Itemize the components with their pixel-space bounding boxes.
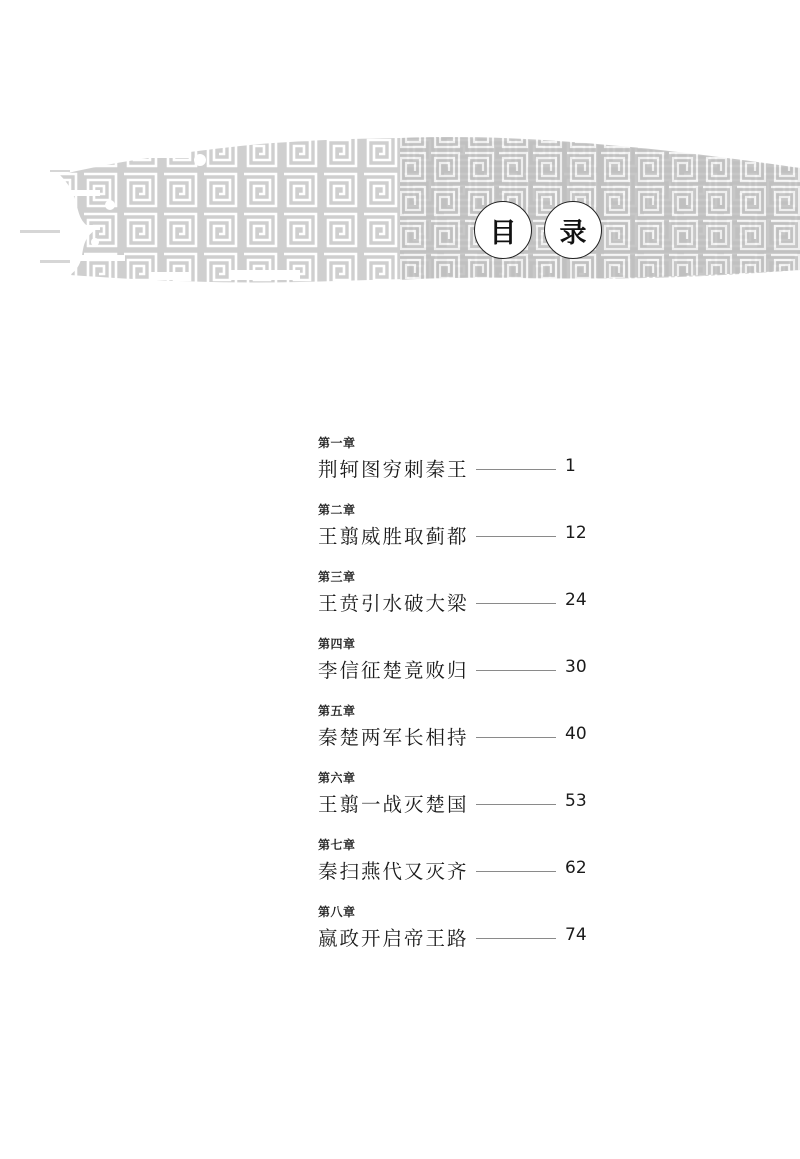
- chapter-label: 第四章: [318, 637, 356, 651]
- chapter-title[interactable]: 荆轲图穷刺秦王: [318, 458, 469, 481]
- chapter-title[interactable]: 王贲引水破大梁: [318, 592, 469, 615]
- chapter-title[interactable]: 王翦一战灭楚国: [318, 793, 469, 816]
- page-number: 74: [565, 925, 587, 945]
- toc-entry-6[interactable]: [318, 769, 608, 836]
- toc-entry-1[interactable]: [318, 434, 608, 501]
- toc-entry-4[interactable]: [318, 635, 608, 702]
- leader-line: [476, 670, 556, 671]
- bronze-pattern-banner: [0, 130, 800, 290]
- toc-entry-3[interactable]: [318, 568, 608, 635]
- leader-line: [476, 804, 556, 805]
- title-char-lu: 录: [544, 201, 602, 259]
- page-number: 12: [565, 523, 587, 543]
- toc-entry-2[interactable]: [318, 501, 608, 568]
- leader-line: [476, 938, 556, 939]
- chapter-title[interactable]: 李信征楚竟败归: [318, 659, 469, 682]
- chapter-label: 第六章: [318, 771, 356, 785]
- leader-line: [476, 737, 556, 738]
- leader-line: [476, 469, 556, 470]
- leader-line: [476, 603, 556, 604]
- toc-entry-8[interactable]: [318, 903, 608, 970]
- leader-line: [476, 536, 556, 537]
- chapter-label: 第七章: [318, 838, 356, 852]
- page-number: 62: [565, 858, 587, 878]
- page-number: 40: [565, 724, 587, 744]
- chapter-title[interactable]: 秦楚两军长相持: [318, 726, 469, 749]
- chapter-label: 第五章: [318, 704, 356, 718]
- table-of-contents: [318, 434, 608, 970]
- page-number: 53: [565, 791, 587, 811]
- page-number: 1: [565, 456, 576, 476]
- toc-entry-5[interactable]: [318, 702, 608, 769]
- toc-entry-7[interactable]: [318, 836, 608, 903]
- page-number: 30: [565, 657, 587, 677]
- chapter-title[interactable]: 王翦威胜取蓟都: [318, 525, 469, 548]
- chapter-label: 第八章: [318, 905, 356, 919]
- chapter-title[interactable]: 秦扫燕代又灭齐: [318, 860, 469, 883]
- chapter-title[interactable]: 嬴政开启帝王路: [318, 927, 469, 950]
- chapter-label: 第三章: [318, 570, 356, 584]
- chapter-label: 第二章: [318, 503, 356, 517]
- page-number: 24: [565, 590, 587, 610]
- chapter-label: 第一章: [318, 436, 356, 450]
- leader-line: [476, 871, 556, 872]
- title-char-mu: 目: [474, 201, 532, 259]
